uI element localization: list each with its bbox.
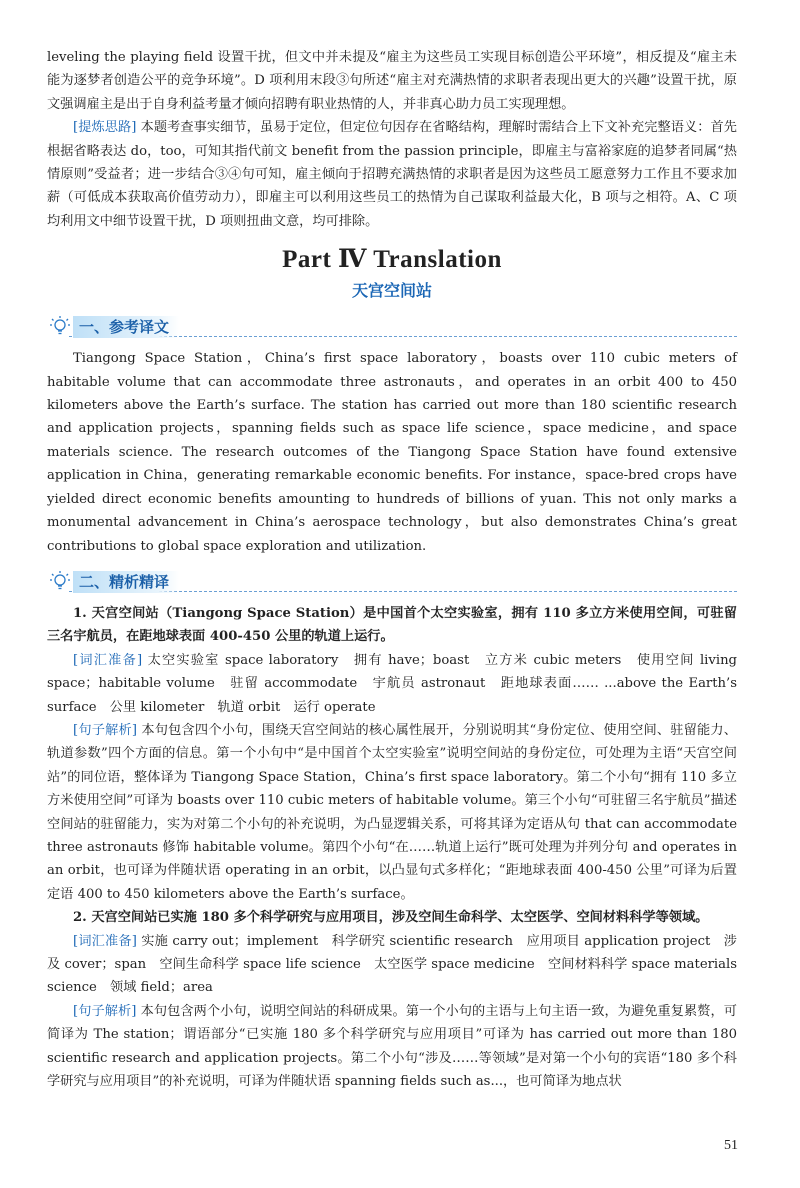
continued-paragraph: leveling the playing field 设置干扰，但文中并未提及“雇主为这些员工实现目标创造公平环境”，相反提及“雇主未能为逐梦者创造公平的竞争环境”。D 项利用末段③句所述“雇主对充满热情的求职者表现出更大的兴趣”设置干扰，原文强调雇主是出于自身利益考量才倾向招聘有职业热情的人，并非真心助力员工实现理想。 <box>47 50 737 112</box>
lightbulb-icon <box>49 315 71 339</box>
tip-paragraph <box>47 116 737 233</box>
vocab-label: [词汇准备] <box>73 933 137 949</box>
lightbulb-icon <box>49 570 71 594</box>
tip-text: 本题考查事实细节，虽易于定位，但定位句因存在省略结构，理解时需结合上下文补充完整语义：首先根据省略表达 do，too，可知其指代前文 benefit from the passion principle，即雇主与富裕家庭的追梦者同属“热情原则”受益者；进一步结合③④句可知，雇主倾向于招聘充满热情的求职者是因为这些员工愿意努力工作且不要求加薪（可低成本获取高价值劳动力），即雇主可以利用这些员工的热情为自己谋取利益最大化，B 项与之相符。A、C 项均利用文中细节设置干扰，D 项则扭曲文意，均可排除。 <box>47 120 737 229</box>
page-number: 51 <box>724 1138 738 1153</box>
analysis-label: [句子解析] <box>73 1003 137 1019</box>
sentence-2-title: 2. 天宫空间站已实施 180 多个科学研究与应用项目，涉及空间生命科学、太空医学、空间材料科学等领域。 <box>73 910 709 926</box>
reference-translation: Tiangong Space Station，China’s first space laboratory，boasts over 110 cubic meters of habitable volume that can accommodate three astronauts，and operates in an orbit 400 to 450 kilometers above the Earth’s surface. The station has carried out more than 180 scientific research and application projects，spanning fields such as space life science，space medicine，and space materials science. The research outcomes of the Tiangong Space Station have found extensive application in China，generating remarkable economic benefits. For instance，space-bred crops have yielded direct economic benefits amounting to hundreds of billions of yuan. This not only marks a monumental advancement in China’s aerospace technology，but also demonstrates China’s great contributions to global space exploration and utilization. <box>47 351 737 554</box>
sentence-2-analysis <box>47 1000 737 1094</box>
part-title: Part Ⅳ Translation <box>282 246 502 274</box>
section-heading-analysis <box>47 568 737 598</box>
vocab-text: 太空实验室 space laboratory 拥有 have；boast 立方米 cubic meters 使用空间 living space；habitable volume 驻留 accommodate 宇航员 astronaut 距地球表面…… ...above the Earth’s surface 公里 kilometer 轨道 orbit 运行 operate <box>47 652 738 715</box>
section-heading-label: 一、参考译文 <box>73 316 179 338</box>
vocab-text: 实施 carry out；implement 科学研究 scientific research 应用项目 application project 涉及 cover；span 空间生命科学 space life science 太空医学 space medicine 空间材料科学 space materials science 领域 field；area <box>47 933 737 996</box>
vocab-label: [词汇准备] <box>73 652 143 668</box>
page-content <box>47 46 737 1093</box>
sentence-1-analysis <box>47 719 737 906</box>
section-heading-reference <box>47 313 737 343</box>
sentence-1-title: 1. 天宫空间站（Tiangong Space Station）是中国首个太空实验室，拥有 110 多立方米使用空间，可驻留三名宇航员，在距地球表面 400-450 公里的轨道上运行。 <box>47 605 737 645</box>
tip-label: [提炼思路] <box>73 120 137 136</box>
section-heading-label: 二、精析精译 <box>73 571 179 593</box>
analysis-text: 本句包含四个小句，围绕天宫空间站的核心属性展开，分别说明其“身份定位、使用空间、驻留能力、轨道参数”四个方面的信息。第一个小句中“是中国首个太空实验室”说明空间站的身份定位，可处理为主语“天宫空间站”的同位语，整体译为 Tiangong Space Station，China’s first space laboratory。第二个小句“拥有 110 多立方米使用空间”可译为 boasts over 110 cubic meters of habitable volume。第三个小句“可驻留三名宇航员”描述空间站的驻留能力，实为对第二个小句的补充说明，为凸显逻辑关系，可将其译为定语从句 that can accommodate three astronauts 修饰 habitable volume。第四个小句“在……轨道上运行”既可处理为并列分句 and operates in an orbit，也可译为伴随状语 operating in an orbit，以凸显句式多样化；“距地球表面 400-450 公里”可译为后置定语 400 to 450 kilometers above the Earth’s surface。 <box>47 722 737 902</box>
analysis-text: 本句包含两个小句，说明空间站的科研成果。第一个小句的主语与上句主语一致，为避免重复累赘，可简译为 The station；谓语部分“已实施 180 多个科学研究与应用项目”可译为 has carried out more than 180 scientific research and application projects。第二个小句“涉及……等领域”是对第一个小句的宾语“180 多个科学研究与应用项目”的补充说明，可译为伴随状语 spanning fields such as...，也可简译为地点状 <box>47 1003 737 1090</box>
part-subtitle: 天宫空间站 <box>351 281 432 301</box>
sentence-2-vocab <box>47 930 737 1000</box>
analysis-label: [句子解析] <box>73 722 138 738</box>
sentence-1-vocab <box>47 649 737 719</box>
